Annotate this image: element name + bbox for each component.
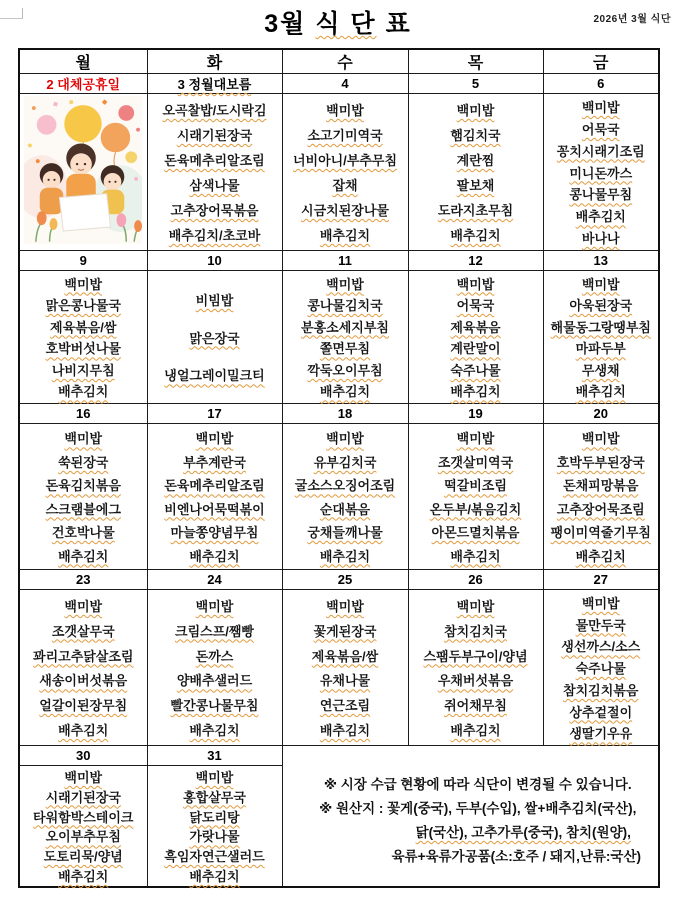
menu-item: 빨간콩나물무침: [170, 698, 259, 714]
date-cell: 26: [408, 570, 543, 590]
page-title-prefix: 3월: [264, 10, 307, 38]
menu-item: 맑은콩나물국: [45, 298, 121, 314]
menu-item: 고추장어묵조림: [556, 501, 645, 517]
menu-item: 마늘쫑양념무침: [170, 525, 259, 541]
menu-row-week2: [19, 271, 659, 404]
menu-item: 떡갈비조림: [444, 478, 507, 494]
notes-cell: [282, 746, 659, 888]
menu-cell: [543, 94, 659, 251]
date-row-week4: [19, 570, 659, 590]
holiday-illustration: [24, 96, 142, 244]
date-cell: 31: [147, 746, 282, 766]
menu-item: 돈육김치볶음: [45, 478, 121, 494]
menu-item: 백미밥: [195, 598, 234, 614]
menu-item: 너비아니/부추무침: [292, 153, 398, 168]
menu-cell: [147, 271, 282, 404]
menu-item: 돈채피망볶음: [563, 478, 639, 494]
date-cell: 13: [543, 251, 659, 271]
date-cell: 10: [147, 251, 282, 271]
menu-item: 팔보채: [456, 178, 495, 193]
menu-item: 마파두부: [575, 341, 626, 357]
menu-item: 배추김치: [450, 384, 501, 400]
menu-item: 미니돈까스: [569, 165, 633, 181]
menu-item: 순대볶음: [319, 501, 371, 517]
menu-item: 백미밥: [64, 276, 103, 292]
menu-item: 햄김치국: [450, 128, 501, 143]
menu-item: 스팸두부구이/양념: [423, 648, 528, 664]
menu-item: 조갯살미역국: [437, 454, 514, 470]
menu-item: 백미밥: [326, 276, 364, 292]
date-cell: 5: [408, 74, 543, 94]
menu-item: 백미밥: [581, 99, 620, 115]
menu-item: 시래기된장국: [45, 789, 121, 805]
menu-item: 백미밥: [581, 431, 620, 447]
menu-item: 무생채: [581, 362, 620, 378]
menu-item: 호박버섯나물: [45, 341, 121, 357]
menu-item: 백미밥: [64, 431, 103, 447]
menu-item: 배추김치: [319, 228, 371, 243]
date-cell: 9: [19, 251, 147, 271]
menu-item: 백미밥: [195, 431, 234, 447]
menu-item: 배추김치: [450, 228, 501, 243]
menu-item: 아몬드멸치볶음: [431, 525, 520, 541]
menu-cell: [543, 590, 659, 746]
menu-item: 바나나: [581, 231, 620, 247]
menu-item: 잡채: [332, 178, 358, 193]
note-line: 닭(국산), 고추가루(중국), 참치(원양),: [415, 825, 631, 840]
menu-item: 백미밥: [326, 431, 364, 447]
menu-item: 해물동그랑땡부침: [550, 319, 651, 335]
menu-item: 굴소스오징어조림: [294, 478, 396, 494]
date-cell: 12: [408, 251, 543, 271]
menu-cell: [19, 424, 147, 570]
menu-item: 어묵국: [456, 298, 495, 314]
menu-item: 흑임자연근샐러드: [164, 849, 265, 865]
menu-item: 타워함박스테이크: [33, 809, 134, 825]
date-row-week3: [19, 404, 659, 424]
menu-item: 비엔나어묵떡볶이: [164, 501, 265, 517]
menu-cell: [19, 766, 147, 888]
menu-item: 닭도리탕: [189, 809, 240, 825]
menu-item: 꽈리고추닭살조림: [33, 648, 134, 664]
menu-item: 참치김치볶음: [563, 682, 639, 698]
menu-item: 백미밥: [195, 769, 234, 785]
menu-item: 백미밥: [64, 598, 103, 614]
menu-cell: [282, 590, 408, 746]
menu-cell: [19, 94, 147, 251]
date-row-week1: [19, 74, 659, 94]
menu-item: 배추김치: [189, 723, 240, 739]
menu-item: 쫄면무침: [319, 341, 371, 357]
menu-cell: [408, 424, 543, 570]
menu-item: 배추김치: [575, 384, 626, 400]
menu-item: 계란말이: [450, 341, 501, 357]
page-title: [0, 4, 676, 40]
menu-item: 분홍소세지부침: [301, 319, 389, 335]
date-cell: 6: [543, 74, 659, 94]
menu-cell: [408, 94, 543, 251]
date-cell: 24: [147, 570, 282, 590]
menu-item: 맑은장국: [189, 330, 240, 346]
menu-item: 숙주나물: [450, 362, 501, 378]
menu-cell: [282, 424, 408, 570]
page-title-main: 식 단: [315, 10, 377, 38]
menu-item: 깍둑오이무침: [307, 362, 383, 378]
menu-item: 배추김치: [58, 723, 109, 739]
menu-item: 시래기된장국: [176, 128, 253, 143]
menu-item: 아욱된장국: [569, 298, 633, 314]
page-title-suffix: 표: [385, 10, 412, 38]
date-cell: 2 대체공휴일: [19, 74, 147, 94]
date-cell: 4: [282, 74, 408, 94]
menu-item: 백미밥: [326, 103, 364, 118]
menu-item: 백미밥: [456, 598, 495, 614]
menu-item: 콩나물김치국: [307, 298, 383, 314]
menu-item: 백미밥: [326, 598, 364, 614]
menu-item: 상추겉절이: [569, 704, 633, 720]
menu-row-week3: [19, 424, 659, 570]
menu-item: 제육볶음/쌈: [50, 319, 117, 335]
menu-item: 가랏나물: [189, 829, 240, 845]
menu-item: 나비지무침: [51, 362, 115, 378]
menu-item: 호박두부된장국: [556, 454, 645, 470]
menu-cell: [147, 424, 282, 570]
date-cell: 25: [282, 570, 408, 590]
note-line: ※ 시장 수급 현황에 따라 식단이 변경될 수 있습니다.: [323, 777, 632, 792]
note-line: ※ 원산지 : 꽃게(중국), 두부(수입), 쌀+배추김치(국산),: [319, 801, 637, 816]
menu-item: 배추김치: [319, 723, 371, 739]
menu-item: 백미밥: [581, 276, 620, 292]
menu-item: 오곡찰밥/도시락김: [162, 103, 267, 118]
date-row-week5: [19, 746, 659, 766]
menu-item: 배추김치: [575, 548, 626, 564]
menu-item: 어묵국: [581, 121, 620, 137]
menu-cell: [282, 94, 408, 251]
menu-item: 콩나물무침: [569, 187, 633, 203]
menu-item: 배추김치: [58, 548, 109, 564]
menu-row-week1: [19, 94, 659, 251]
menu-item: 생딸기우유: [569, 726, 633, 742]
date-cell: 18: [282, 404, 408, 424]
menu-cell: [147, 766, 282, 888]
day-header-tue: 화: [147, 49, 282, 74]
menu-item: 배추김치: [450, 723, 501, 739]
menu-item: 배추김치: [189, 869, 240, 885]
menu-item: 배추김치: [450, 548, 501, 564]
menu-item: 오이부추무침: [45, 829, 121, 845]
menu-item: 시금치된장나물: [301, 203, 389, 218]
menu-item: 홍합살무국: [183, 789, 246, 805]
menu-cell: [282, 271, 408, 404]
menu-item: 도토리묵/양념: [43, 849, 123, 865]
menu-item: 계란찜: [456, 153, 495, 168]
menu-item: 백미밥: [456, 276, 495, 292]
date-cell: 30: [19, 746, 147, 766]
menu-cell: [408, 590, 543, 746]
day-header-mon: 월: [19, 49, 147, 74]
menu-cell: [543, 424, 659, 570]
menu-item: 건호박나물: [51, 525, 115, 541]
menu-cell: [19, 271, 147, 404]
day-header-row: [19, 49, 659, 74]
menu-item: 비빔밥: [195, 292, 234, 308]
menu-item: 쑥된장국: [58, 454, 109, 470]
menu-row-week4: [19, 590, 659, 746]
date-row-week2: [19, 251, 659, 271]
menu-item: 백미밥: [456, 431, 495, 447]
origin-and-change-notes: [283, 746, 659, 867]
menu-item: 새송이버섯볶음: [39, 673, 128, 689]
day-header-thu: 목: [408, 49, 543, 74]
menu-item: 백미밥: [456, 103, 495, 118]
menu-item: 유부김치국: [313, 454, 377, 470]
menu-item: 양배추샐러드: [176, 673, 253, 689]
date-cell: 27: [543, 570, 659, 590]
menu-item: 돈까스: [195, 648, 234, 664]
menu-item: 냉얼그레이밀크티: [164, 368, 265, 384]
menu-item: 백미밥: [581, 595, 620, 611]
day-header-wed: 수: [282, 49, 408, 74]
meal-plan-table: [18, 48, 660, 888]
menu-item: 크림스프/쨈빵: [175, 623, 254, 639]
menu-item: 제육볶음/쌈: [311, 648, 379, 664]
date-cell: 19: [408, 404, 543, 424]
menu-item: 고추장어묵볶음: [170, 203, 259, 218]
menu-item: 배추김치/초코바: [168, 228, 261, 243]
menu-item: 얼갈이된장무침: [39, 698, 128, 714]
day-header-fri: 금: [543, 49, 659, 74]
menu-item: 쥐어채무침: [444, 698, 507, 714]
menu-item: 배추김치: [319, 548, 371, 564]
menu-cell: [19, 590, 147, 746]
menu-item: 꽃게된장국: [313, 623, 377, 639]
date-cell: 20: [543, 404, 659, 424]
menu-item: 유채나물: [319, 673, 371, 689]
menu-item: 배추김치: [575, 209, 626, 225]
menu-item: 물만두국: [575, 617, 626, 633]
menu-item: 돈육메추리알조림: [164, 153, 265, 168]
date-cell: 17: [147, 404, 282, 424]
menu-item: 우채버섯볶음: [437, 673, 514, 689]
date-cell: 16: [19, 404, 147, 424]
menu-cell: [147, 590, 282, 746]
date-cell: 3 정월대보름: [177, 77, 252, 92]
menu-item: 부추계란국: [183, 454, 246, 470]
date-cell: 11: [282, 251, 408, 271]
menu-item: 생선까스/소스: [561, 639, 641, 655]
menu-cell: [147, 94, 282, 251]
menu-item: 도라지초무침: [437, 203, 514, 218]
menu-item: 제육볶음: [450, 319, 501, 335]
menu-item: 조갯살무국: [51, 623, 115, 639]
date-cell: 23: [19, 570, 147, 590]
menu-item: 스크램블에그: [45, 501, 121, 517]
menu-item: 백미밥: [64, 769, 103, 785]
menu-item: 돈육메추리알조림: [164, 478, 265, 494]
menu-item: 연근조림: [319, 698, 371, 714]
menu-item: 온두부/볶음김치: [429, 501, 522, 517]
menu-item: 배추김치: [319, 384, 371, 400]
menu-item: 배추김치: [58, 384, 109, 400]
menu-cell: [408, 271, 543, 404]
note-line: 육류+육류가공품(소:호주 / 돼지,난류:국산): [391, 849, 642, 864]
menu-item: 궁채들깨나물: [307, 525, 383, 541]
menu-item: 숙주나물: [575, 661, 626, 676]
menu-item: 배추김치: [58, 869, 109, 885]
menu-item: 참치김치국: [444, 623, 507, 639]
menu-item: 꽁치시래기조림: [556, 143, 645, 159]
corner-note: 2026년 3월 식단: [593, 14, 671, 25]
menu-item: 삼색나물: [189, 178, 240, 193]
menu-item: 팽이미역줄기무침: [550, 525, 651, 541]
menu-item: 소고기미역국: [307, 128, 383, 143]
menu-cell: [543, 271, 659, 404]
menu-item: 배추김치: [189, 548, 240, 564]
